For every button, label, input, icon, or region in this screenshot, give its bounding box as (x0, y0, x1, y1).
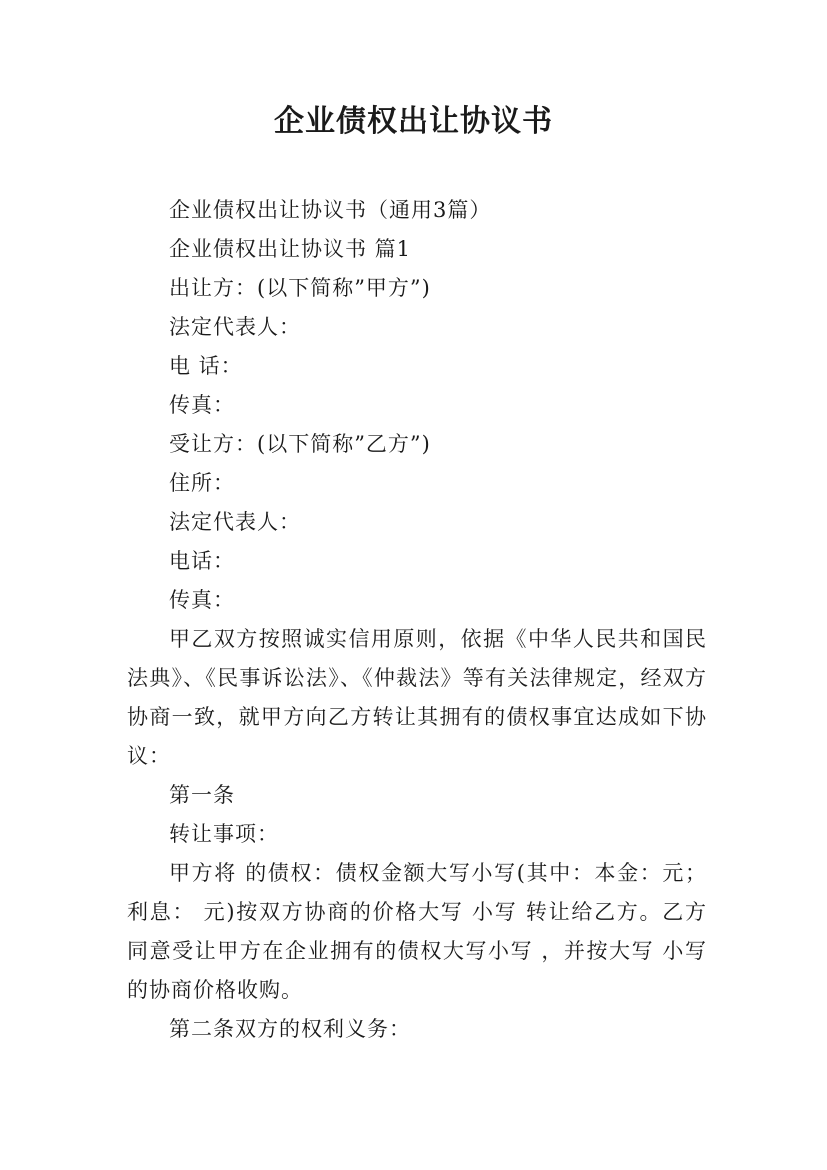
document-body (127, 191, 707, 1049)
paragraph-phone-a: 电 话： (169, 354, 243, 378)
paragraph-article-1-title: 企业债权出让协议书 篇1 (169, 237, 412, 261)
paragraph-fax-a: 传真： (169, 393, 235, 417)
paragraph-address-b: 住所： (169, 471, 235, 495)
paragraph-phone-b: 电话： (169, 549, 235, 573)
paragraph-legal-rep-b: 法定代表人： (169, 510, 301, 534)
paragraph-transferee: 受让方：(以下简称”乙方”) (169, 432, 431, 456)
paragraph-heading-collection: 企业债权出让协议书（通用3篇） (169, 198, 492, 222)
paragraph-transferor: 出让方：(以下简称”甲方”) (169, 276, 431, 300)
paragraph-legal-rep-a: 法定代表人： (169, 315, 301, 339)
paragraph-transfer-details: 甲方将 的债权：债权金额大写小写(其中：本金：元；利息： 元)按双方协商的价格大写 小写 转让给乙方。乙方同意受让甲方在企业拥有的债权大写小写 ，并按大写 小写的协商价格收购。 (127, 861, 707, 1002)
paragraph-clause-1: 第一条 (169, 783, 235, 807)
paragraph-clause-2: 第二条双方的权利义务： (169, 1017, 411, 1041)
document-title: 企业债权出让协议书 (274, 104, 553, 139)
paragraph-transfer-matters: 转让事项： (169, 822, 279, 846)
paragraph-fax-b: 传真： (169, 588, 235, 612)
paragraph-preamble: 甲乙双方按照诚实信用原则，依据《中华人民共和国民法典》、《民事诉讼法》、《仲裁法》等有关法律规定，经双方协商一致，就甲方向乙方转让其拥有的债权事宜达成如下协议： (127, 627, 707, 768)
